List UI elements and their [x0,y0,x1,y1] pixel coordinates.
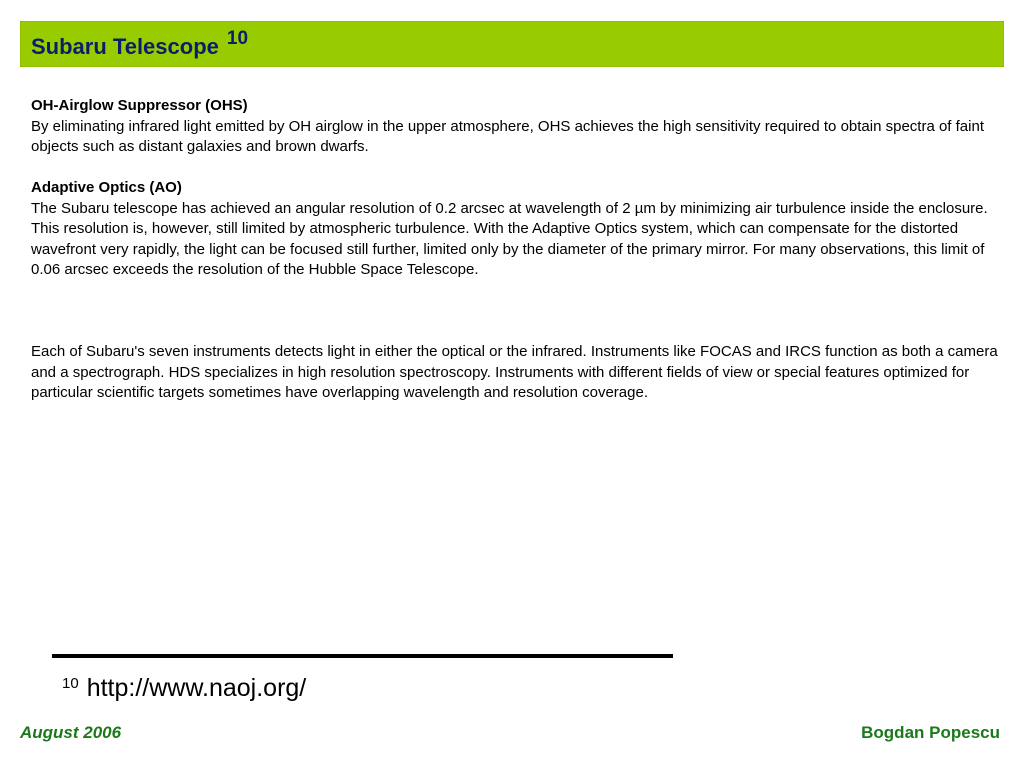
title-footnote-ref: 10 [226,28,249,49]
section-body: By eliminating infrared light emitted by OH airglow in the upper atmosphere, OHS achieves the high sensitivity required to obtain spectra of faint objects such as distant galaxies and brown dwarfs. [31,117,984,155]
section-ohs [31,96,1001,158]
footnote-number: 10 [62,675,79,692]
slide-content [31,96,1001,404]
footnote-divider [52,654,673,658]
title-bar [20,21,1004,67]
section-body: The Subaru telescope has achieved an angular resolution of 0.2 arcsec at wavelength of 2 µm by minimizing air turbulence inside the enclosure. This resolution is, however, still limited by atmospheric turbulence. With the Adaptive Optics system, which can compensate for the distorted wavefront very rapidly, the light can be focused still further, limited only by the diameter of the primary mirror. For many observations, this limit of 0.06 arcsec exceeds the resolution of the Hubble Space Telescope. [31,199,988,278]
section-heading: Adaptive Optics (AO) [31,179,182,196]
section-heading: OH-Airglow Suppressor (OHS) [31,97,248,114]
footer-date: August 2006 [20,723,122,742]
slide-title-text: Subaru Telescope [31,34,219,59]
slide-title [31,28,249,62]
footnote [62,674,306,703]
section-ao [31,178,1001,281]
footer-author: Bogdan Popescu [861,723,1000,742]
closing-paragraph: Each of Subaru's seven instruments detects light in either the optical or the infrared. Instruments like FOCAS and IRCS function as both a camera and a spectrograph. HDS specializes in high resolution spectroscopy. Instruments with different fields of view or special features optimized for particular scientific targets sometimes have overlapping wavelength and resolution coverage. [31,343,998,401]
footnote-link[interactable]: http://www.naoj.org/ [86,674,307,702]
